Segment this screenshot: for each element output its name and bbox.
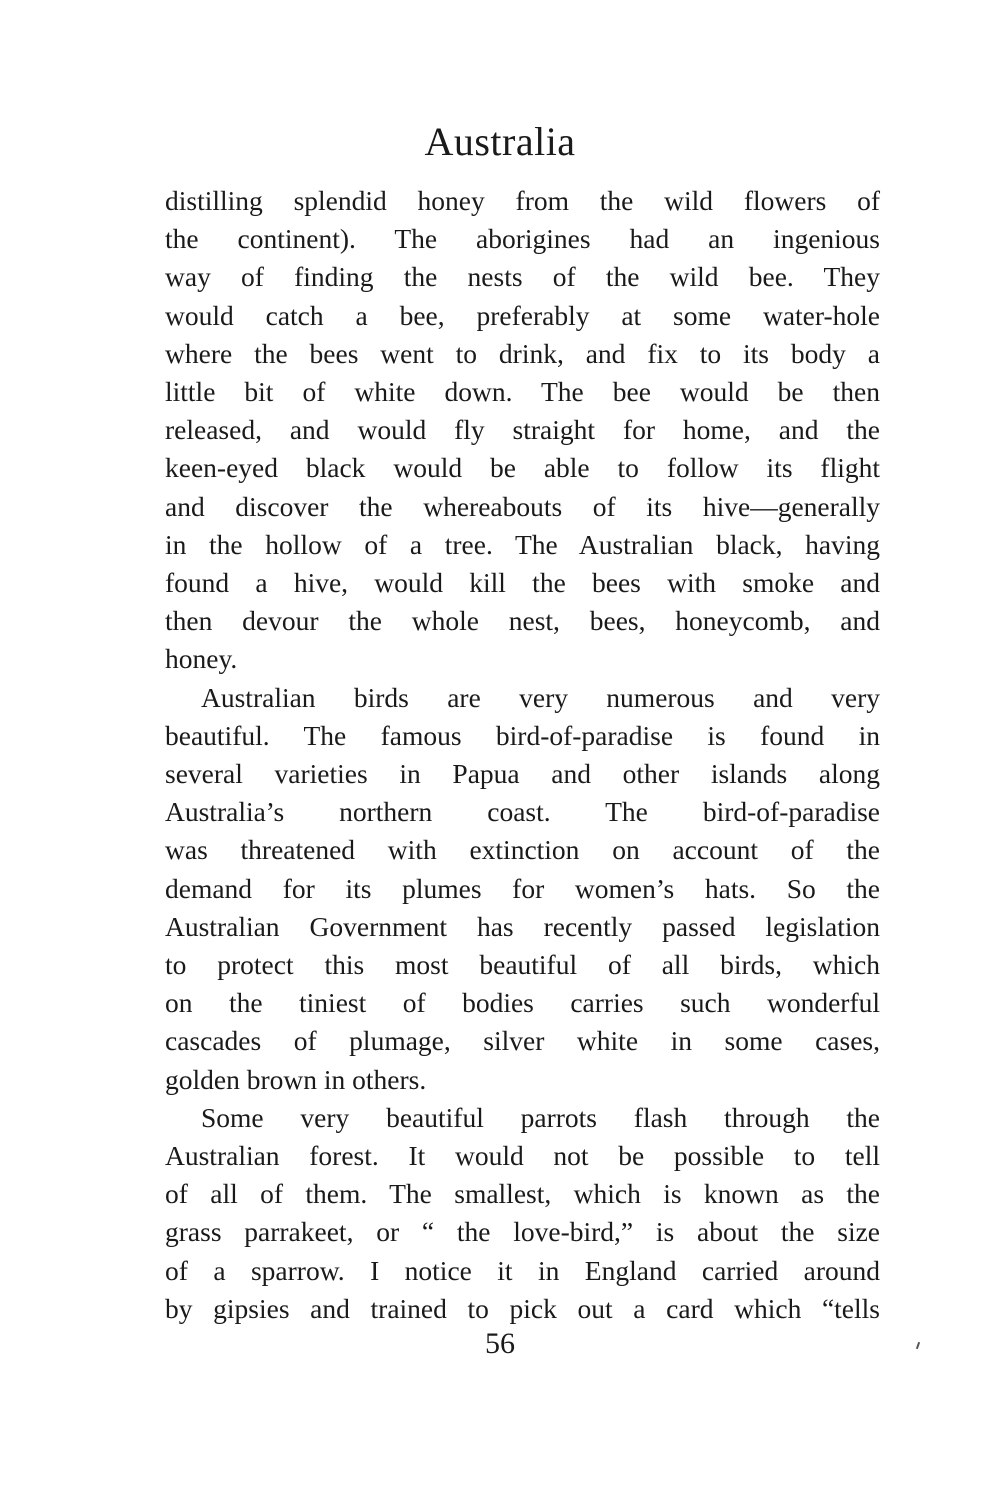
text-line: Australian forest. It would not be possible to tell	[165, 1140, 880, 1172]
text-line: Australian birds are very numerous and very	[201, 681, 880, 713]
text-line: little bit of white down. The bee would be then	[165, 376, 880, 408]
text-line: Australia’s northern coast. The bird-of-paradise	[165, 796, 880, 828]
text-line: golden brown in others.	[165, 1063, 427, 1095]
text-line: demand for its plumes for women’s hats. So the	[165, 872, 880, 904]
text-line: of all of them. The smallest, which is known as the	[165, 1178, 880, 1210]
text-line: was threatened with extinction on account of the	[165, 834, 880, 866]
text-line: released, and would fly straight for home, and the	[165, 414, 880, 446]
text-line: by gipsies and trained to pick out a card which “tells	[165, 1292, 880, 1324]
text-line: would catch a bee, preferably at some water-hole	[165, 299, 880, 331]
text-line: and discover the whereabouts of its hive—generally	[165, 490, 880, 522]
text-line: in the hollow of a tree. The Australian black, having	[165, 528, 880, 560]
text-line: cascades of plumage, silver white in some cases,	[165, 1025, 880, 1057]
text-line: honey.	[165, 643, 238, 675]
text-line: of a sparrow. I notice it in England carried around	[165, 1254, 880, 1286]
page-number: 56	[485, 1327, 515, 1360]
text-line: found a hive, would kill the bees with smoke and	[165, 567, 880, 599]
text-line: way of finding the nests of the wild bee. They	[165, 261, 880, 293]
text-line: several varieties in Papua and other islands along	[165, 758, 880, 790]
body-text	[165, 182, 880, 1328]
text-line: the continent). The aborigines had an ingenious	[165, 223, 880, 255]
text-line: then devour the whole nest, bees, honeycomb, and	[165, 605, 880, 637]
text-line: distilling splendid honey from the wild flowers of	[165, 185, 880, 216]
running-title: Australia	[424, 119, 576, 164]
text-line: to protect this most beautiful of all birds, which	[165, 949, 880, 981]
text-line: where the bees went to drink, and fix to its body a	[165, 337, 880, 369]
text-line: on the tiniest of bodies carries such wonderful	[165, 987, 880, 1019]
text-line: beautiful. The famous bird-of-paradise is found in	[165, 719, 880, 751]
text-line: Australian Government has recently passed legislation	[165, 910, 880, 942]
text-line: grass parrakeet, or “ the love-bird,” is about the size	[165, 1216, 880, 1248]
text-line: keen-eyed black would be able to follow its flight	[165, 452, 880, 484]
text-line: Some very beautiful parrots flash through the	[201, 1101, 880, 1133]
